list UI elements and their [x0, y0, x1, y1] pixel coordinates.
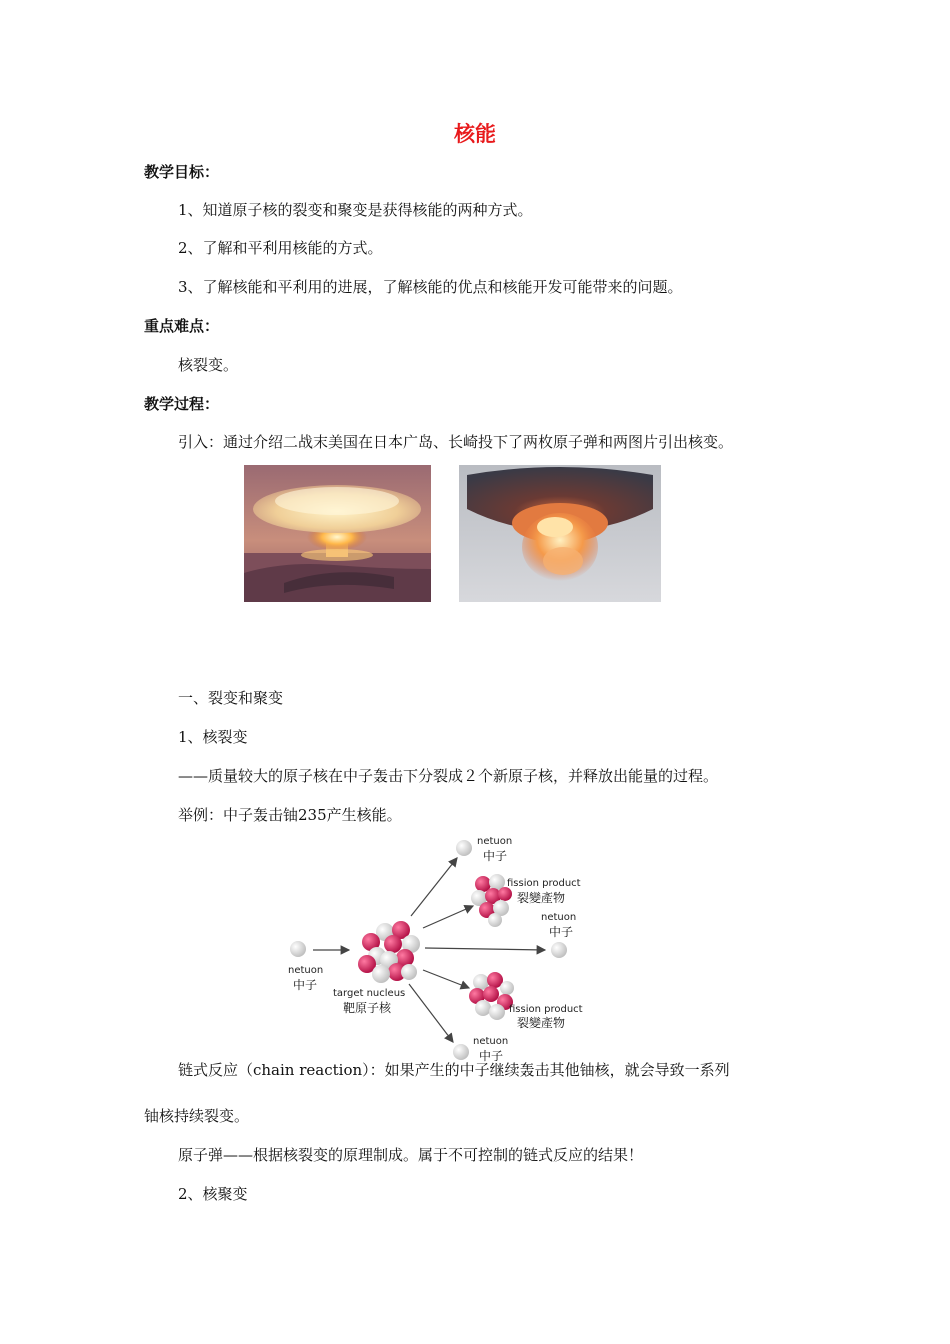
neutron-top-zh: 中子	[483, 849, 508, 863]
target-en: target nucleus	[333, 988, 406, 999]
incoming-neutron	[290, 941, 306, 957]
product1-zh: 裂變產物	[517, 891, 566, 905]
neutron-bot-en: netuon	[473, 1036, 509, 1047]
product2-en: fission product	[509, 1004, 583, 1015]
fission-diagram	[283, 832, 608, 1064]
objective-item-1: 1、知道原子核的裂变和聚变是获得核能的两种方式。	[178, 201, 533, 219]
key-points-text: 核裂变。	[178, 356, 239, 374]
fission-heading: 1、核裂变	[178, 728, 248, 746]
fission-definition: ——质量较大的原子核在中子轰击下分裂成２个新原子核，并释放出能量的过程。	[178, 767, 719, 785]
process-heading: 教学过程：	[144, 395, 220, 413]
neutron-mid-zh: 中子	[549, 925, 574, 939]
objective-item-3: 3、了解核能和平利用的进展，了解核能的优点和核能开发可能带来的问题。	[178, 278, 683, 296]
neutron-mid-en: netuon	[541, 912, 577, 923]
neutron-bot-zh: 中子	[479, 1049, 504, 1063]
process-intro: 引入：通过介绍二战末美国在日本广岛、长崎投下了两枚原子弹和两图片引出核变。	[178, 433, 734, 451]
product2-zh: 裂變產物	[517, 1016, 566, 1030]
chain-reaction-line-1: 链式反应（chain reaction）：如果产生的中子继续轰击其他铀核，就会导致一系列	[178, 1061, 730, 1079]
neutron-in-zh: 中子	[293, 978, 318, 992]
key-points-heading: 重点难点：	[144, 317, 220, 335]
objectives-heading: 教学目标：	[144, 163, 220, 181]
mushroom-cloud-photo-1	[244, 465, 431, 602]
atomic-bomb-text: 原子弹——根据核裂变的原理制成。属于不可控制的链式反应的结果！	[178, 1146, 644, 1164]
product1-en: fission product	[507, 878, 581, 889]
neutron-in-en: netuon	[288, 965, 324, 976]
page-title: 核能	[454, 122, 496, 146]
neutron-top	[456, 840, 472, 856]
fission-example: 举例：中子轰击铀235产生核能。	[178, 806, 402, 824]
neutron-bottom	[453, 1044, 469, 1060]
chain-reaction-line-2: 铀核持续裂变。	[144, 1107, 250, 1125]
fusion-heading: 2、核聚变	[178, 1185, 248, 1203]
section1-heading: 一、裂变和聚变	[178, 689, 284, 707]
objective-item-2: 2、了解和平利用核能的方式。	[178, 239, 383, 257]
target-zh: 靶原子核	[343, 1001, 392, 1015]
mushroom-cloud-photo-2	[459, 465, 661, 602]
neutron-top-en: netuon	[477, 836, 513, 847]
neutron-mid	[551, 942, 567, 958]
